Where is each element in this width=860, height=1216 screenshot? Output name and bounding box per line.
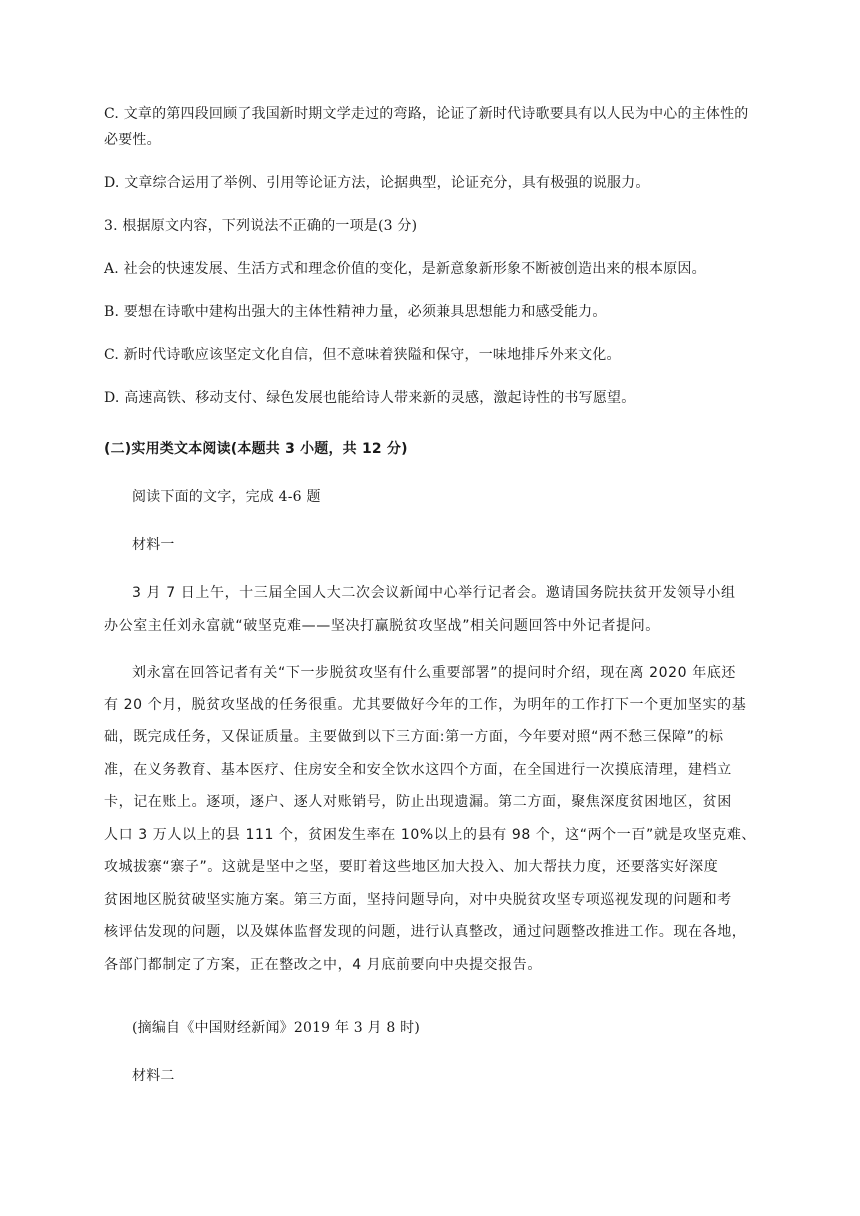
option-3c: C. 新时代诗歌应该坚定文化自信，但不意味着狭隘和保守，一味地排斥外来文化。 xyxy=(104,347,621,363)
paragraph-2-line: 准，在义务教育、基本医疗、住房安全和安全饮水这四个方面，在全国进行一次摸底清理，建档立 xyxy=(104,762,732,778)
paragraph-2-line: 础，既完成任务，又保证质量。主要做到以下三方面:第一方面，今年要对照“两不愁三保障”的标 xyxy=(104,729,724,745)
material-1-label: 材料一 xyxy=(132,537,175,553)
paragraph-1-line: 3 月 7 日上午，十三届全国人大二次会议新闻中心举行记者会。邀请国务院扶贫开发领导小组 xyxy=(132,585,736,601)
option-2c-line-2: 必要性。 xyxy=(104,132,161,148)
option-2d: D. 文章综合运用了举例、引用等论证方法，论据典型，论证充分，具有极强的说服力。 xyxy=(104,175,650,191)
paragraph-2-line: 贫困地区脱贫破坚实施方案。第三方面，坚持问题导向，对中央脱贫攻坚专项巡视发现的问题和考 xyxy=(104,892,732,908)
material-2-label: 材料二 xyxy=(132,1068,175,1084)
paragraph-2-line: 核评估发现的问题，以及媒体监督发现的问题，进行认真整改，通过问题整改推进工作。现在各地， xyxy=(104,924,747,940)
source-citation: (摘编自《中国财经新闻》2019 年 3 月 8 时) xyxy=(132,1020,421,1036)
paragraph-2-line: 卡，记在账上。逐项，逐户、逐人对账销号，防止出现遗漏。第二方面，聚焦深度贫困地区，贫困 xyxy=(104,794,732,810)
question-3-stem: 3. 根据原文内容，下列说法不正确的一项是(3 分) xyxy=(104,218,418,234)
reading-instruction: 阅读下面的文字，完成 4-6 题 xyxy=(132,489,321,505)
option-2c-line-1: C. 文章的第四段回顾了我国新时期文学走过的弯路，论证了新时代诗歌要具有以人民为中心的主体性的 xyxy=(104,106,749,122)
option-3a: A. 社会的快速发展、生活方式和理念价值的变化，是新意象新形象不断被创造出来的根本原因。 xyxy=(104,261,706,277)
paragraph-2-line: 有 20 个月，脱贫攻坚战的任务很重。尤其要做好今年的工作，为明年的工作打下一个更加坚实的基 xyxy=(104,697,747,713)
paragraph-2-line: 刘永富在回答记者有关“下一步脱贫攻坚有什么重要部署”的提问时介绍，现在离 2020 年底还 xyxy=(132,665,737,681)
option-3d: D. 高速高铁、移动支付、绿色发展也能给诗人带来新的灵感，激起诗性的书写愿望。 xyxy=(104,390,636,406)
paragraph-1-line: 办公室主任刘永富就“破坚克难——坚决打赢脱贫攻坚战”相关问题回答中外记者提问。 xyxy=(104,618,660,634)
option-3b: B. 要想在诗歌中建构出强大的主体性精神力量，必须兼具思想能力和感受能力。 xyxy=(104,304,607,320)
paragraph-2-line: 人口 3 万人以上的县 111 个，贫困发生率在 10%以上的县有 98 个，这“两个一百”就是攻坚克难、 xyxy=(104,827,757,843)
paragraph-2-line: 攻城拔寨“寨子”。这就是坚中之坚，要盯着这些地区加大投入、加大帮扶力度，还要落实好深度 xyxy=(104,859,719,875)
paragraph-2-line: 各部门都制定了方案，正在整改之中，4 月底前要向中央提交报告。 xyxy=(104,957,542,973)
section-2-heading: (二)实用类文本阅读(本题共 3 小题，共 12 分) xyxy=(104,441,408,457)
